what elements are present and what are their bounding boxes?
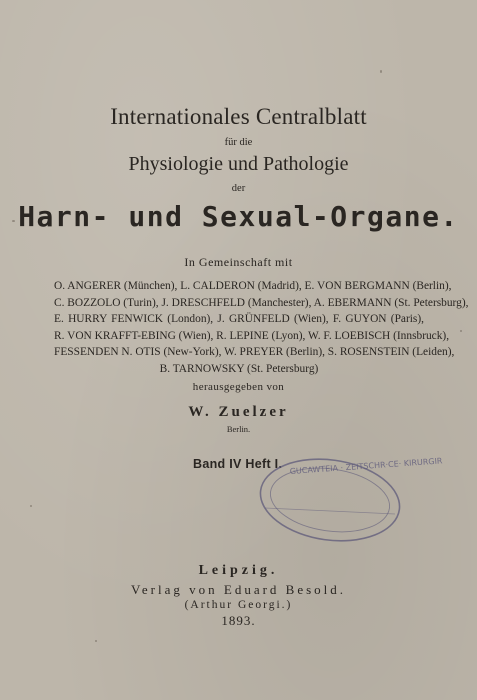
journal-main-title: Harn- und Sexual-Organe. (18, 200, 459, 233)
connector-fuer-die: für die (224, 137, 253, 148)
contributors-line: B. TARNOWSKY (St. Petersburg) (159, 363, 319, 375)
contributors-line: R. VON KRAFFT-EBING (Wien), R. LEPINE (Lyon), W. F. LOEBISCH (Innsbruck), (54, 330, 450, 342)
contributors-line: FESSENDEN N. OTIS (New-York), W. PREYER (Berlin), S. ROSENSTEIN (Leiden), (54, 346, 455, 358)
editor-city: Berlin. (226, 424, 251, 434)
editor-name: W. Zuelzer (188, 404, 289, 420)
connector-der: der (231, 183, 246, 194)
collaboration-intro: In Gemeinschaft mit (184, 255, 293, 269)
contributors-line: C. BOZZOLO (Turin), J. DRESCHFELD (Manchester), A. EBERMANN (St. Petersburg), (54, 297, 469, 309)
library-stamp (255, 452, 443, 552)
publisher: Verlag von Eduard Besold. (130, 582, 347, 597)
publication-year: 1893. (221, 613, 256, 628)
paper-speck (460, 330, 462, 332)
paper-speck (380, 70, 382, 73)
journal-subtitle: Physiologie und Pathologie (128, 153, 349, 175)
publication-place: Leipzig. (198, 563, 279, 578)
paper-speck (30, 505, 32, 507)
edited-by-label: herausgegeben von (192, 381, 285, 393)
contributors-line: O. ANGERER (München), L. CALDERON (Madrid), E. VON BERGMANN (Berlin), (54, 280, 452, 292)
journal-title: Internationales Centralblatt (110, 104, 367, 129)
volume-label: Band IV Heft I. (193, 457, 283, 471)
stamp-text: GUCAWTEIA · ZEITSCHR·CE· KIRURGIR (289, 456, 443, 476)
paper-speck (95, 640, 97, 642)
printer: (Arthur Georgi.) (184, 599, 293, 611)
contributors-line: E. HURRY FENWICK (London), J. GRÜNFELD (Wien), F. GUYON (Paris), (54, 313, 424, 325)
